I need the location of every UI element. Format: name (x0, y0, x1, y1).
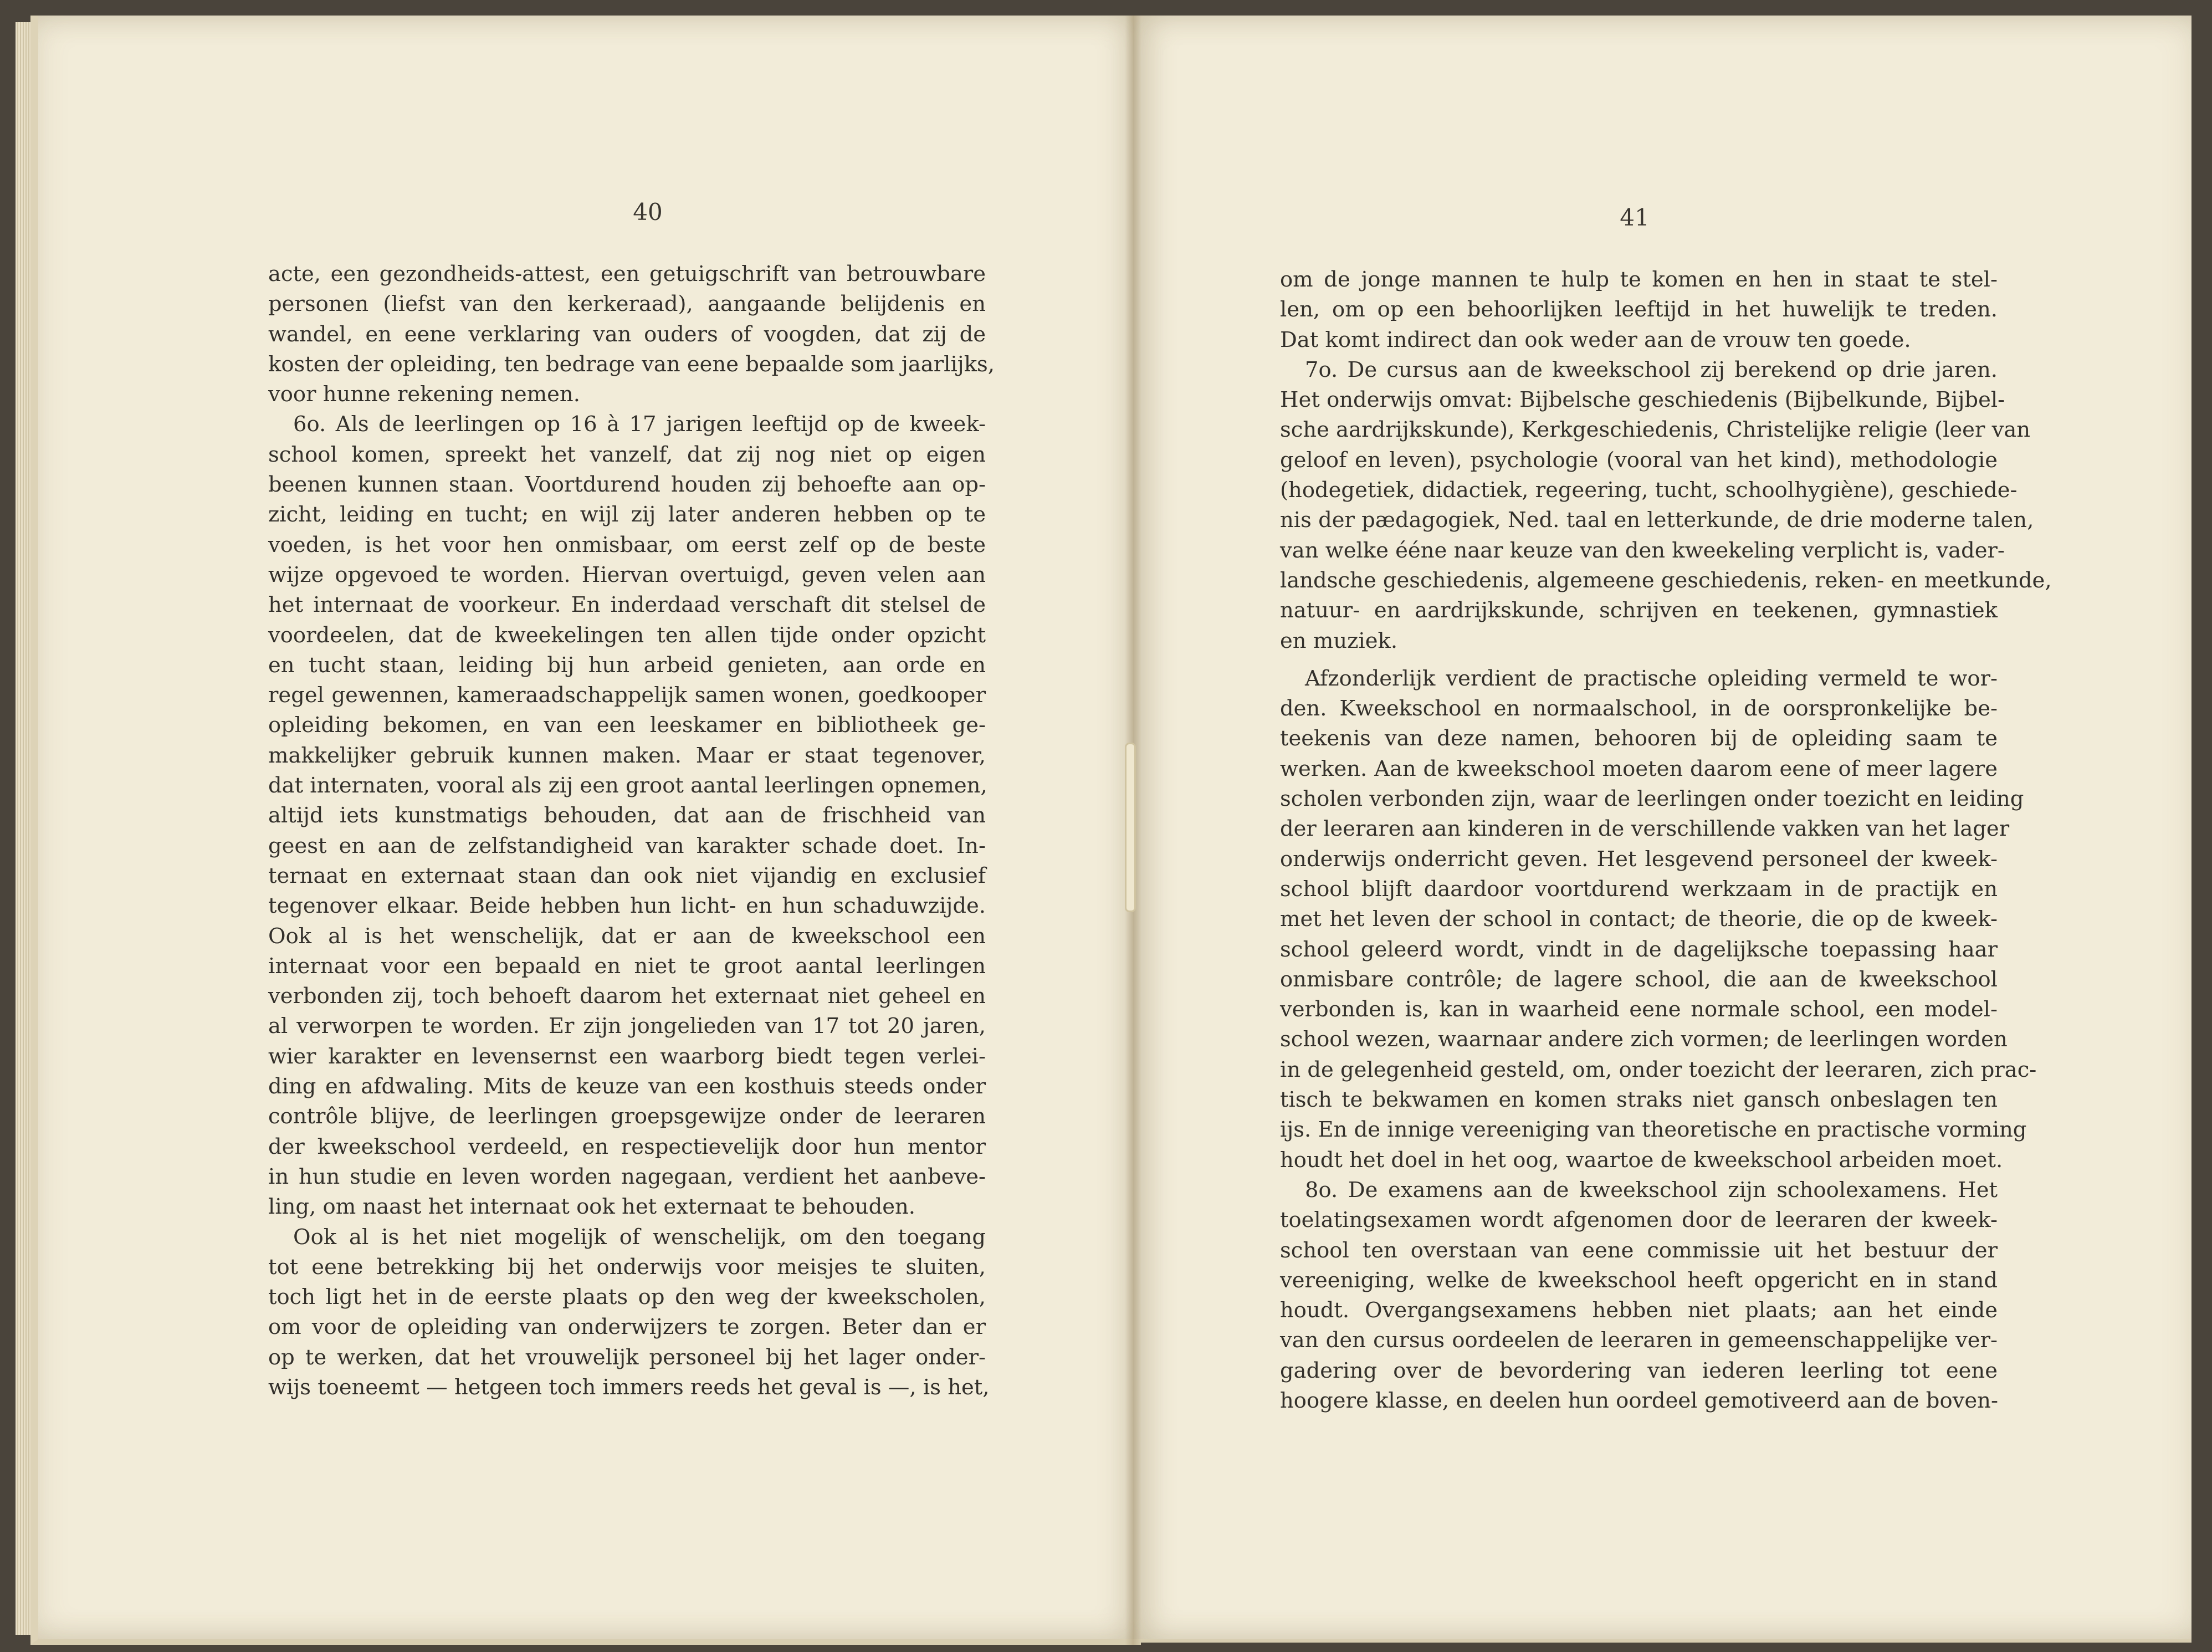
text-line: 8o. De examens aan de kweekschool zijn schoolexamens. Het (1305, 1177, 1998, 1203)
text-line: van den cursus oordeelen de leeraren in gemeenschappelijke ver- (1280, 1328, 1998, 1353)
text-line: wijze opgevoed te worden. Hiervan overtuigd, geven velen aan (268, 562, 986, 587)
text-line: regel gewennen, kameraadschappelijk samen wonen, goedkooper (268, 683, 986, 708)
text-line: makkelijker gebruik kunnen maken. Maar er staat tegenover, (268, 743, 986, 768)
text-line: met het leven der school in contact; de theorie, die op de kweek- (1280, 907, 1998, 932)
text-line: verbonden is, kan in waarheid eene normale school, een model- (1280, 997, 1998, 1022)
right-page-text (1280, 265, 2052, 1416)
text-line: school komen, spreekt het vanzelf, dat zij nog niet op eigen (268, 442, 986, 467)
text-line: internaat voor een bepaald en niet te groot aantal leerlingen (268, 953, 986, 979)
text-line: ling, om naast het internaat ook het externaat te behouden. (268, 1194, 916, 1220)
text-line: scholen verbonden zijn, waar de leerlingen onder toezicht en leiding (1280, 786, 2024, 812)
text-line: landsche geschiedenis, algemeene geschiedenis, reken- en meetkunde, (1280, 567, 2052, 593)
text-line: der leeraren aan kinderen in de verschillende vakken van het lager (1280, 816, 2010, 842)
text-line: school geleerd wordt, vindt in de dagelijksche toepassing haar (1280, 937, 1998, 962)
text-line: 6o. Als de leerlingen op 16 à 17 jarigen leeftijd op de kweek- (293, 412, 986, 437)
text-line: ijs. En de innige vereeniging van theoretische en practische vorming (1280, 1117, 2027, 1143)
text-line: beenen kunnen staan. Voortdurend houden zij behoefte aan op- (268, 472, 986, 498)
text-line: len, om op een behoorlijken leeftijd in het huwelijk te treden. (1280, 297, 1998, 323)
text-line: sche aardrijkskunde), Kerkgeschiedenis, Christelijke religie (leer van (1280, 417, 2031, 443)
text-line: contrôle blijve, de leerlingen groepsgewijze onder de leeraren (268, 1104, 986, 1129)
text-line: dat internaten, vooral als zij een groot aantal leerlingen opnemen, (268, 773, 987, 799)
text-line: verbonden zij, toch behoeft daarom het externaat niet geheel en (268, 984, 986, 1009)
text-line: hoogere klasse, en deelen hun oordeel gemotiveerd aan de boven- (1280, 1388, 1998, 1413)
text-line: onmisbare contrôle; de lagere school, die aan de kweekschool (1280, 966, 1998, 992)
text-line: kosten der opleiding, ten bedrage van eene bepaalde som jaarlijks, (268, 351, 995, 377)
text-line: geest en aan de zelfstandigheid van karakter schade doet. In- (268, 833, 986, 858)
text-line: op te werken, dat het vrouwelijk personeel bij het lager onder- (268, 1344, 986, 1370)
paragraph-gap (1280, 656, 1998, 664)
text-line: Afzonderlijk verdient de practische opleiding vermeld te wor- (1305, 666, 1998, 691)
text-line: voordeelen, dat de kweekelingen ten allen tijde onder opzicht (268, 622, 986, 648)
text-line: tot eene betrekking bij het onderwijs voor meisjes te sluiten, (268, 1254, 986, 1280)
text-line: voeden, is het voor hen onmisbaar, om eerst zelf op de beste (268, 532, 986, 558)
text-line: van welke ééne naar keuze van den kweekeling verplicht is, vader- (1280, 538, 2005, 563)
text-line: en muziek. (1280, 628, 1398, 653)
text-line: om de jonge mannen te hulp te komen en hen in staat te stel- (1280, 267, 1998, 292)
text-line: om voor de opleiding van onderwijzers te zorgen. Beter dan er (268, 1315, 986, 1340)
text-line: in de gelegenheid gesteld, om, onder toezicht der leeraren, zich prac- (1280, 1057, 2037, 1082)
text-line: personen (liefst van den kerkeraad), aangaande belijdenis en (268, 291, 986, 317)
page-number-left: 40 (633, 198, 663, 226)
text-line: school wezen, waarnaar andere zich vormen; de leerlingen worden (1280, 1027, 2008, 1052)
binding-thread (1125, 743, 1136, 912)
text-line: nis der pædagogiek, Ned. taal en letterkunde, de drie moderne talen, (1280, 508, 2034, 533)
text-line: Dat komt indirect dan ook weder aan de vrouw ten goede. (1280, 327, 1911, 352)
text-line: al verworpen te worden. Er zijn jongelieden van 17 tot 20 jaren, (268, 1014, 986, 1039)
right-page (1133, 16, 2191, 1643)
text-line: (hodegetiek, didactiek, regeering, tucht, schoolhygiène), geschiede- (1280, 478, 2018, 503)
left-page-text (268, 259, 995, 1403)
text-line: zicht, leiding en tucht; en wijl zij later anderen hebben op te (268, 502, 986, 528)
text-line: ternaat en externaat staan dan ook niet vijandig en exclusief (268, 863, 986, 888)
text-line: gadering over de bevordering van iederen leerling tot eene (1280, 1358, 1998, 1383)
text-line: Ook al is het wenschelijk, dat er aan de kweekschool een (268, 923, 986, 949)
page-edges (16, 22, 32, 1635)
left-page (30, 16, 1141, 1645)
text-line: tisch te bekwamen en komen straks niet gansch onbeslagen ten (1280, 1087, 1998, 1113)
text-line: in hun studie en leven worden nagegaan, verdient het aanbeve- (268, 1164, 986, 1189)
text-line: en tucht staan, leiding bij hun arbeid genieten, aan orde en (268, 652, 986, 678)
page-number-right: 41 (1620, 204, 1650, 231)
text-line: acte, een gezondheids-attest, een getuigschrift van betrouwbare (268, 262, 986, 287)
text-line: werken. Aan de kweekschool moeten daarom eene of meer lagere (1280, 756, 1998, 781)
text-line: toch ligt het in de eerste plaats op den weg der kweekscholen, (268, 1285, 986, 1310)
text-line: Het onderwijs omvat: Bijbelsche geschiedenis (Bijbelkunde, Bijbel- (1280, 387, 2005, 413)
text-line: tegenover elkaar. Beide hebben hun licht- en hun schaduwzijde. (268, 893, 986, 919)
text-line: voor hunne rekening nemen. (268, 382, 580, 407)
text-line: houdt. Overgangsexamens hebben niet plaats; aan het einde (1280, 1298, 1998, 1323)
text-line: houdt het doel in het oog, waartoe de kweekschool arbeiden moet. (1280, 1147, 2003, 1173)
text-line: altijd iets kunstmatigs behouden, dat aan de frischheid van (268, 803, 986, 828)
text-line: den. Kweekschool en normaalschool, in de oorspronkelijke be- (1280, 696, 1998, 722)
text-line: der kweekschool verdeeld, en respectievelijk door hun mentor (268, 1134, 986, 1159)
text-line: onderwijs onderricht geven. Het lesgevend personeel der kweek- (1280, 846, 1998, 872)
text-line: 7o. De cursus aan de kweekschool zij berekend op drie jaren. (1305, 357, 1998, 382)
text-line: school ten overstaan van eene commissie uit het bestuur der (1280, 1237, 1998, 1263)
text-line: vereeniging, welke de kweekschool heeft opgericht en in stand (1280, 1267, 1998, 1293)
text-line: ding en afdwaling. Mits de keuze van een kosthuis steeds onder (268, 1074, 986, 1099)
text-line: toelatingsexamen wordt afgenomen door de leeraren der kweek- (1280, 1208, 1998, 1233)
text-line: natuur- en aardrijkskunde, schrijven en teekenen, gymnastiek (1280, 598, 1998, 623)
text-line: teekenis van deze namen, behooren bij de opleiding saam te (1280, 726, 1998, 751)
text-line: school blijft daardoor voortdurend werkzaam in de practijk en (1280, 876, 1998, 902)
text-line: Ook al is het niet mogelijk of wenschelijk, om den toegang (293, 1224, 986, 1250)
text-line: geloof en leven), psychologie (vooral van het kind), methodologie (1280, 447, 1998, 473)
text-line: het internaat de voorkeur. En inderdaad verschaft dit stelsel de (268, 592, 986, 618)
text-line: wandel, en eene verklaring van ouders of voogden, dat zij de (268, 321, 986, 347)
text-line: opleiding bekomen, en van een leeskamer en bibliotheek ge- (268, 713, 986, 738)
text-line: wier karakter en levensernst een waarborg biedt tegen verlei- (268, 1044, 986, 1069)
text-line: wijs toeneemt — hetgeen toch immers reeds het geval is —, is het, (268, 1374, 990, 1400)
